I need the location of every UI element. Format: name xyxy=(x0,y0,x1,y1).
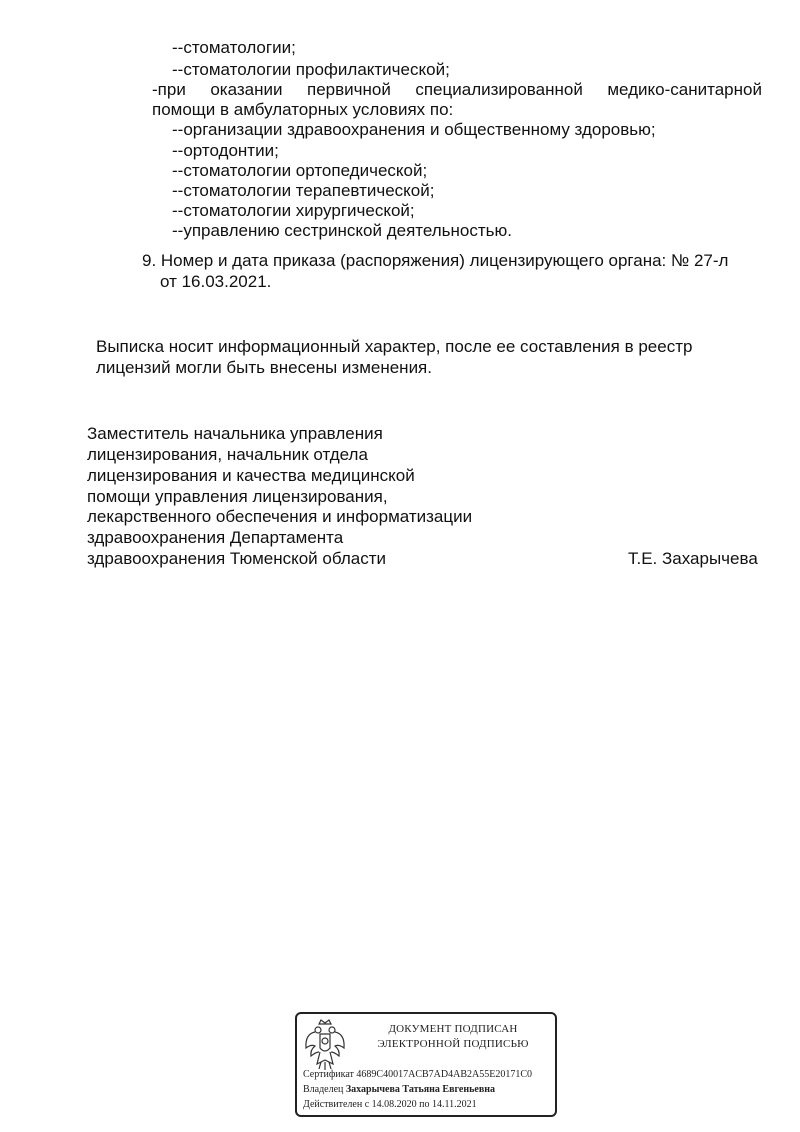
notice-line: Выписка носит информационный характер, после ее составления в реестр xyxy=(96,337,693,356)
signatory-position-line: Заместитель начальника управления xyxy=(87,424,383,443)
list-item: --стоматологии ортопедической; xyxy=(172,161,428,180)
list-item: --стоматологии профилактической; xyxy=(172,60,450,79)
list-item: --управлению сестринской деятельностью. xyxy=(172,221,512,240)
stamp-certificate-label: Сертификат xyxy=(303,1069,354,1080)
list-item: --ортодонтии; xyxy=(172,141,279,160)
intro-word: медико-санитарной xyxy=(607,80,762,99)
coat-of-arms-icon xyxy=(303,1018,347,1072)
signatory-position-line: помощи управления лицензирования, xyxy=(87,487,388,506)
signatory-position-line: здравоохранения Департамента xyxy=(87,528,344,547)
signatory-name: Т.Е. Захарычева xyxy=(628,549,758,568)
signatory-position-line: здравоохранения Тюменской области xyxy=(87,549,386,568)
stamp-valid-to: 14.11.2021 xyxy=(432,1099,477,1110)
list-item: --стоматологии; xyxy=(172,38,296,57)
stamp-valid-to-label: по xyxy=(419,1099,430,1110)
order-number-line: 9. Номер и дата приказа (распоряжения) лицензирующего органа: № 27-л xyxy=(142,251,729,270)
order-date-line: от 16.03.2021. xyxy=(160,272,272,291)
list-item: --организации здравоохранения и общественному здоровью; xyxy=(172,120,656,139)
intro-line xyxy=(152,80,762,100)
intro-word: специализированной xyxy=(415,80,583,99)
list-item: --стоматологии хирургической; xyxy=(172,201,415,220)
stamp-title-line: ДОКУМЕНТ ПОДПИСАН xyxy=(388,1023,518,1035)
stamp-owner-label: Владелец xyxy=(303,1084,344,1095)
stamp-title-line: ЭЛЕКТРОННОЙ ПОДПИСЬЮ xyxy=(377,1038,529,1050)
stamp-valid-from: 14.08.2020 xyxy=(371,1099,417,1110)
signatory-position-line: лекарственного обеспечения и информатизации xyxy=(87,507,473,526)
intro-word: -при xyxy=(152,80,186,99)
stamp-valid-label: Действителен с xyxy=(303,1099,370,1110)
intro-word: оказании xyxy=(210,80,283,99)
intro-line-continued: помощи в амбулаторных условиях по: xyxy=(152,100,454,119)
stamp-owner xyxy=(303,1084,495,1096)
list-item: --стоматологии терапевтической; xyxy=(172,181,435,200)
signatory-position-line: лицензирования, начальник отдела xyxy=(87,445,368,464)
stamp-certificate xyxy=(303,1069,532,1081)
notice-line: лицензий могли быть внесены изменения. xyxy=(96,358,432,377)
intro-word: первичной xyxy=(307,80,391,99)
stamp-owner-value: Захарычева Татьяна Евгеньевна xyxy=(345,1084,496,1095)
signatory-position-line: лицензирования и качества медицинской xyxy=(87,466,415,485)
stamp-certificate-value: 4689C40017ACB7AD4AB2A55E20171C0 xyxy=(356,1069,532,1080)
e-signature-stamp xyxy=(295,1012,557,1117)
stamp-validity xyxy=(303,1099,477,1111)
